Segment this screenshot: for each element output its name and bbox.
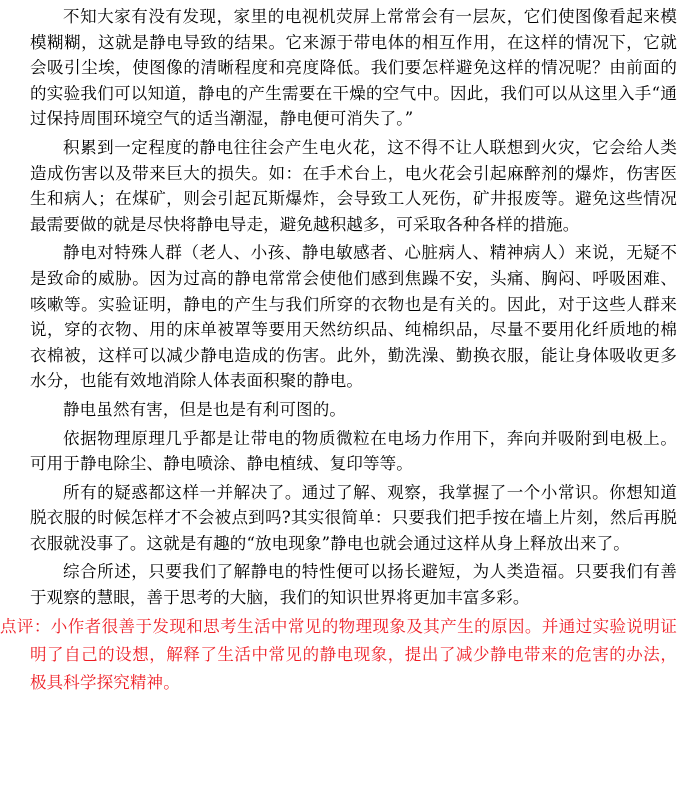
paragraph-conclusion: 综合所述，只要我们了解静电的特性便可以扬长避短，为人类造福。只要我们有善于观察的慧眼，善于思考的大脑，我们的知识世界将更加丰富多彩。: [30, 562, 677, 608]
paragraph-discharge-tip: 所有的疑惑都这样一并解决了。通过了解、观察，我掌握了一个小常识。你想知道脱衣服的时候怎样才不会被点到吗?其实很简单：只要我们把手按在墙上片刻，然后再脱衣服就没事了。这就是有趣的“放电现象”静电也就会通过这样从身上释放出来了。: [30, 482, 677, 553]
paragraph-physics-principle: 依据物理原理几乎都是让带电的物质微粒在电场力作用下，奔向并吸附到电极上。可用于静电除尘、静电喷涂、静电植绒、复印等等。: [30, 428, 677, 474]
paragraph-static-benefit: 静电虽然有害，但是也是有利可图的。: [63, 399, 347, 419]
paragraph-special-groups: 静电对特殊人群（老人、小孩、静电敏感者、心脏病人、精神病人）来说，无疑不是致命的威胁。因为过高的静电常常会使他们感到焦躁不安，头痛、胸闷、呼吸困难、咳嗽等。实验证明，静电的产生与我们所穿的衣物也是有关的。因此，对于这些人群来说，穿的衣物、用的床单被罩等要用天然纺织品、纯棉织品，尽量不要用化纤质地的棉衣棉被，这样可以减少静电造成的伤害。此外，勤洗澡、勤换衣服，能让身体吸收更多水分，也能有效地消除人体表面积聚的静电。: [30, 243, 677, 391]
paragraph-electric-spark: 积累到一定程度的静电往往会产生电火花，这不得不让人联想到火灾，它会给人类造成伤害以及带来巨大的损失。如：在手术台上，电火花会引起麻醉剂的爆炸，伤害医生和病人；在煤矿，则会引起瓦斯爆炸，会导致工人死伤，矿井报废等。避免这些情况最需要做的就是尽快将静电导走，避免越积越多，可采取各种各样的措施。: [30, 137, 677, 234]
teacher-review: 点评：小作者很善于发现和思考生活中常见的物理现象及其产生的原因。并通过实验说明证明了自己的设想，解释了生活中常见的静电现象，提出了减少静电带来的危害的办法，极具科学探究精神。: [0, 616, 677, 692]
paragraph-tv-dust: 不知大家有没有发现，家里的电视机荧屏上常常会有一层灰，它们使图像看起来模模糊糊，这就是静电导致的结果。它来源于带电体的相互作用，在这样的情况下，它就会吸引尘埃，使图像的清晰程度和亮度降低。我们要怎样避免这样的情况呢？由前面的的实验我们可以知道，静电的产生需要在干燥的空气中。因此，我们可以从这里入手“通过保持周围环境空气的适当潮湿，静电便可消失了。”: [30, 7, 677, 129]
